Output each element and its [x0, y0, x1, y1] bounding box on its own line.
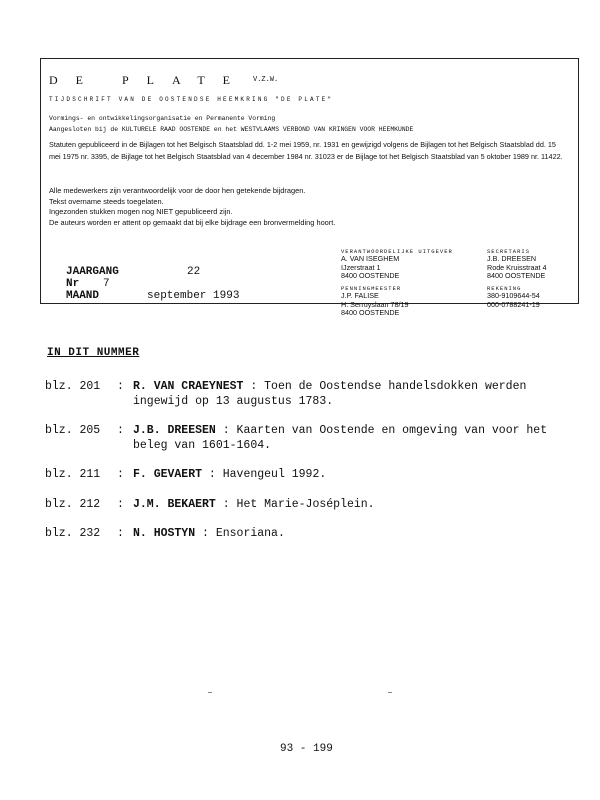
- secretary-name: J.B. DREESEN: [487, 254, 537, 263]
- contents-heading: IN DIT NUMMER: [47, 347, 140, 359]
- toc-entry[interactable]: blz. 232 : N. HOSTYN : Ensoriana.: [45, 527, 285, 540]
- year-value: 22: [187, 266, 201, 278]
- toc-title: Havengeul 1992.: [222, 468, 327, 481]
- publisher-street: IJzerstraat 1: [341, 262, 381, 272]
- toc-separator: :: [117, 380, 124, 393]
- month-label: MAAND: [66, 290, 100, 302]
- masthead-title: DE PLATE: [49, 73, 248, 87]
- toc-entry[interactable]: blz. 201 : R. VAN CRAEYNEST : Toen de Oostendse handelsdokken werden ingewijd op 13 augustus 1783.: [45, 380, 527, 408]
- publisher-city: 8400 OOSTENDE: [341, 271, 400, 280]
- toc-page: blz. 232: [45, 527, 101, 540]
- toc-title: Kaarten van Oostende en omgeving van voor het beleg van 1601-1604.: [133, 424, 548, 452]
- org-line: Vormings- en ontwikkelingsorganisatie en Permanente Vorming: [49, 115, 276, 122]
- toc-author: R. VAN CRAEYNEST: [133, 380, 244, 393]
- toc-separator: :: [117, 468, 124, 481]
- toc-title: Het Marie-Joséplein.: [236, 497, 375, 511]
- toc-entry[interactable]: blz. 205 : J.B. DREESEN : Kaarten van Oostende en omgeving van voor het beleg van 1601-1604.: [45, 424, 548, 452]
- note-line: Alle medewerkers zijn verantwoordelijk voor de door hen getekende bijdragen.: [49, 186, 306, 195]
- notes-block: [49, 186, 335, 228]
- secretary-block: [487, 255, 547, 281]
- account-block: [487, 292, 540, 309]
- treasurer-city: 8400 OOSTENDE: [341, 308, 400, 317]
- masthead-suffix: V.Z.W.: [253, 76, 279, 84]
- toc-title: Ensoriana.: [215, 527, 285, 540]
- number-label: Nr: [66, 278, 80, 290]
- publisher-label: VERANTWOORDELIJKE UITGEVER: [341, 248, 453, 255]
- affiliation-line: Aangesloten bij de KULTURELE RAAD OOSTENDE en het WESTVLAAMS VERBOND VAN KRINGEN VOOR HEEMKUNDE: [49, 126, 414, 133]
- page-range: 93 - 199: [280, 743, 333, 755]
- year-label: JAARGANG: [66, 266, 119, 278]
- account-label: REKENING: [487, 285, 522, 292]
- statute-text: Statuten gepubliceerd in de Bijlagen tot het Belgisch Staatsblad dd. 1-2 mei 1959, nr. 1931 en gewijzigd volgens de Bijlagen tot het Belgisch Staatsblad dd. 15 mei 1975 nr. 3395, de Bijlage tot het Belgisch Staatsblad van 4 december 1984 nr. 31023 er de Bijlage tot het Belgisch Staatsblad van 5 oktober 1989 nr. 11422.: [49, 140, 563, 161]
- month-value: september 1993: [147, 290, 240, 302]
- secretary-street: Rode Kruisstraat 4: [487, 262, 547, 272]
- note-line: Ingezonden stukken mogen nog NIET gepubliceerd zijn.: [49, 207, 233, 216]
- treasurer-block: [341, 292, 409, 318]
- publisher-block: [341, 255, 399, 281]
- toc-page: blz. 211: [45, 468, 101, 481]
- note-line: Tekst overname steeds toegelaten.: [49, 196, 164, 206]
- journal-subtitle: TIJDSCHRIFT VAN DE OOSTENDSE HEEMKRING "DE PLATE": [49, 96, 334, 103]
- toc-entry[interactable]: blz. 212 : J.M. BEKAERT : Het Marie-Joséplein.: [45, 497, 375, 511]
- toc-author: F. GEVAERT: [133, 468, 203, 481]
- secretary-city: 8400 OOSTENDE: [487, 271, 546, 280]
- toc-entry[interactable]: blz. 211 : F. GEVAERT : Havengeul 1992.: [45, 468, 327, 481]
- toc-author: J.B. DREESEN: [133, 424, 216, 437]
- account-number: 380-9109644-54: [487, 291, 540, 300]
- toc-page: blz. 201: [45, 380, 101, 393]
- scan-speck: [388, 692, 392, 693]
- toc-title: Toen de Oostendse handelsdokken werden ingewijd op 13 augustus 1783.: [133, 380, 527, 408]
- publisher-name: A. VAN ISEGHEM: [341, 254, 400, 263]
- masthead-box: [40, 58, 579, 317]
- toc-separator: :: [117, 497, 124, 511]
- account-number: 000-0788241-19: [487, 299, 540, 309]
- toc-separator: :: [117, 424, 124, 437]
- secretary-label: SECRETARIS: [487, 248, 531, 255]
- toc-author: N. HOSTYN: [133, 527, 196, 540]
- toc-page: blz. 212: [45, 497, 101, 511]
- number-value: 7: [103, 278, 110, 290]
- toc-page: blz. 205: [45, 424, 101, 437]
- table-of-contents: [45, 380, 585, 557]
- treasurer-name: J.P. FALISE: [341, 291, 379, 300]
- toc-separator: :: [117, 527, 124, 540]
- scan-speck: [208, 692, 212, 693]
- note-line: De auteurs worden er attent op gemaakt dat bij elke bijdrage een bronvermelding hoort.: [49, 217, 336, 227]
- treasurer-street: H. Serruyslaan 78/19: [341, 299, 409, 309]
- toc-author: J.M. BEKAERT: [133, 497, 216, 511]
- treasurer-label: PENNINGMEESTER: [341, 285, 402, 292]
